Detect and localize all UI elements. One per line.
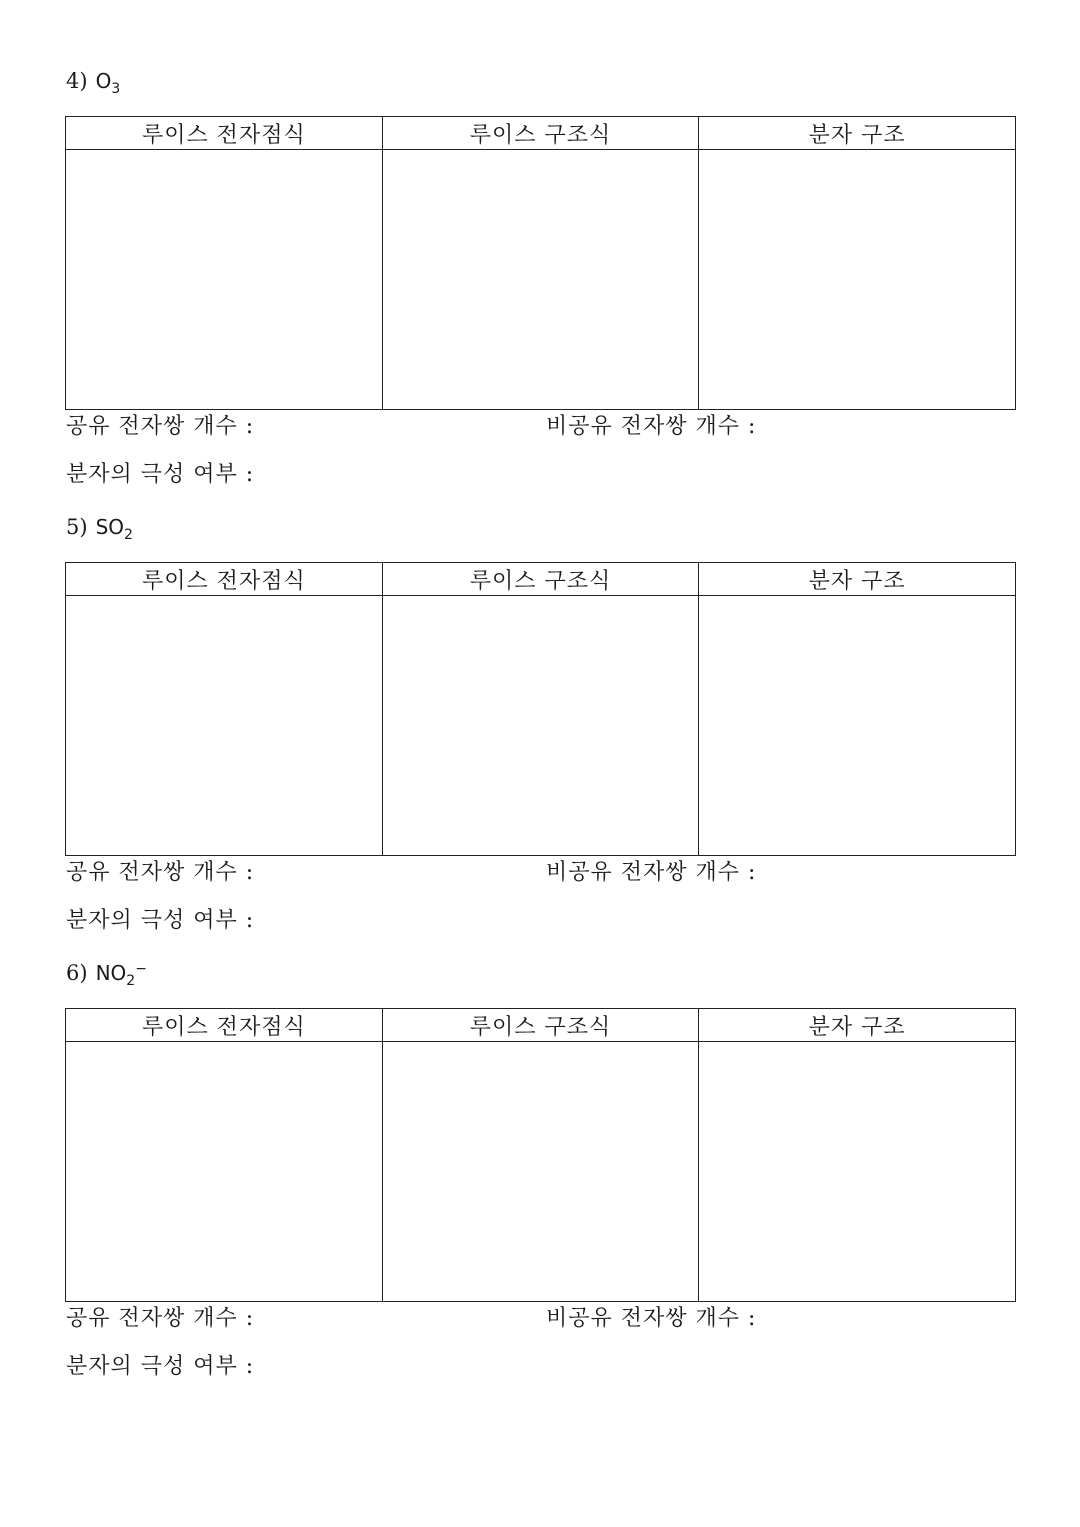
lone-pairs-label: 비공유 전자쌍 개수 : (546, 414, 757, 439)
answer-cell-lewis-structure[interactable] (382, 596, 699, 856)
answer-cell-lewis-dot[interactable] (66, 1042, 383, 1302)
column-header-lewis-structure: 루이스 구조식 (382, 563, 699, 596)
table-header-row (66, 117, 1016, 150)
formula-subscript: 2 (126, 973, 136, 989)
column-header-lewis-dot: 루이스 전자점식 (66, 1009, 383, 1042)
answer-cell-molecular-shape[interactable] (699, 150, 1016, 410)
polarity-label: 분자의 극성 여부 : (66, 1354, 255, 1379)
answer-table (65, 562, 1016, 856)
formula-subscript: 3 (111, 81, 121, 97)
problem-section-5 (0, 446, 1080, 933)
column-header-lewis-dot: 루이스 전자점식 (66, 563, 383, 596)
column-header-lewis-structure: 루이스 구조식 (382, 1009, 699, 1042)
problem-section-6 (0, 892, 1080, 1379)
table-answer-row (66, 1042, 1016, 1302)
table-answer-row (66, 150, 1016, 410)
answer-cell-lewis-dot[interactable] (66, 596, 383, 856)
formula-main: O (95, 69, 112, 93)
column-header-lewis-dot: 루이스 전자점식 (66, 117, 383, 150)
shared-pairs-label: 공유 전자쌍 개수 : (66, 860, 255, 885)
column-header-lewis-structure: 루이스 구조식 (382, 117, 699, 150)
answer-cell-lewis-structure[interactable] (382, 150, 699, 410)
problem-title (66, 958, 147, 988)
column-header-molecular-shape: 분자 구조 (699, 117, 1016, 150)
problem-section-4 (0, 0, 1080, 487)
problem-number: 4) (66, 69, 88, 93)
column-header-molecular-shape: 분자 구조 (699, 1009, 1016, 1042)
answer-cell-lewis-structure[interactable] (382, 1042, 699, 1302)
shared-pairs-label: 공유 전자쌍 개수 : (66, 1306, 255, 1331)
chemical-formula (95, 69, 121, 97)
polarity-label: 분자의 극성 여부 : (66, 908, 255, 933)
answer-cell-molecular-shape[interactable] (699, 596, 1016, 856)
shared-pairs-label: 공유 전자쌍 개수 : (66, 414, 255, 439)
table-header-row (66, 1009, 1016, 1042)
answer-table (65, 1008, 1016, 1302)
table-answer-row (66, 596, 1016, 856)
column-header-molecular-shape: 분자 구조 (699, 563, 1016, 596)
answer-cell-lewis-dot[interactable] (66, 150, 383, 410)
formula-superscript: − (135, 961, 147, 977)
lone-pairs-label: 비공유 전자쌍 개수 : (546, 860, 757, 885)
formula-subscript: 2 (124, 527, 133, 543)
polarity-label: 분자의 극성 여부 : (66, 462, 255, 487)
problem-number: 5) (66, 515, 88, 539)
answer-table (65, 116, 1016, 410)
problem-title (66, 512, 133, 542)
chemical-formula (95, 961, 147, 989)
table-header-row (66, 563, 1016, 596)
formula-main: SO (95, 515, 124, 539)
formula-main: NO (95, 961, 127, 985)
answer-cell-molecular-shape[interactable] (699, 1042, 1016, 1302)
chemical-formula (95, 515, 133, 543)
problem-title (66, 66, 120, 96)
problem-number: 6) (66, 961, 88, 985)
lone-pairs-label: 비공유 전자쌍 개수 : (546, 1306, 757, 1331)
